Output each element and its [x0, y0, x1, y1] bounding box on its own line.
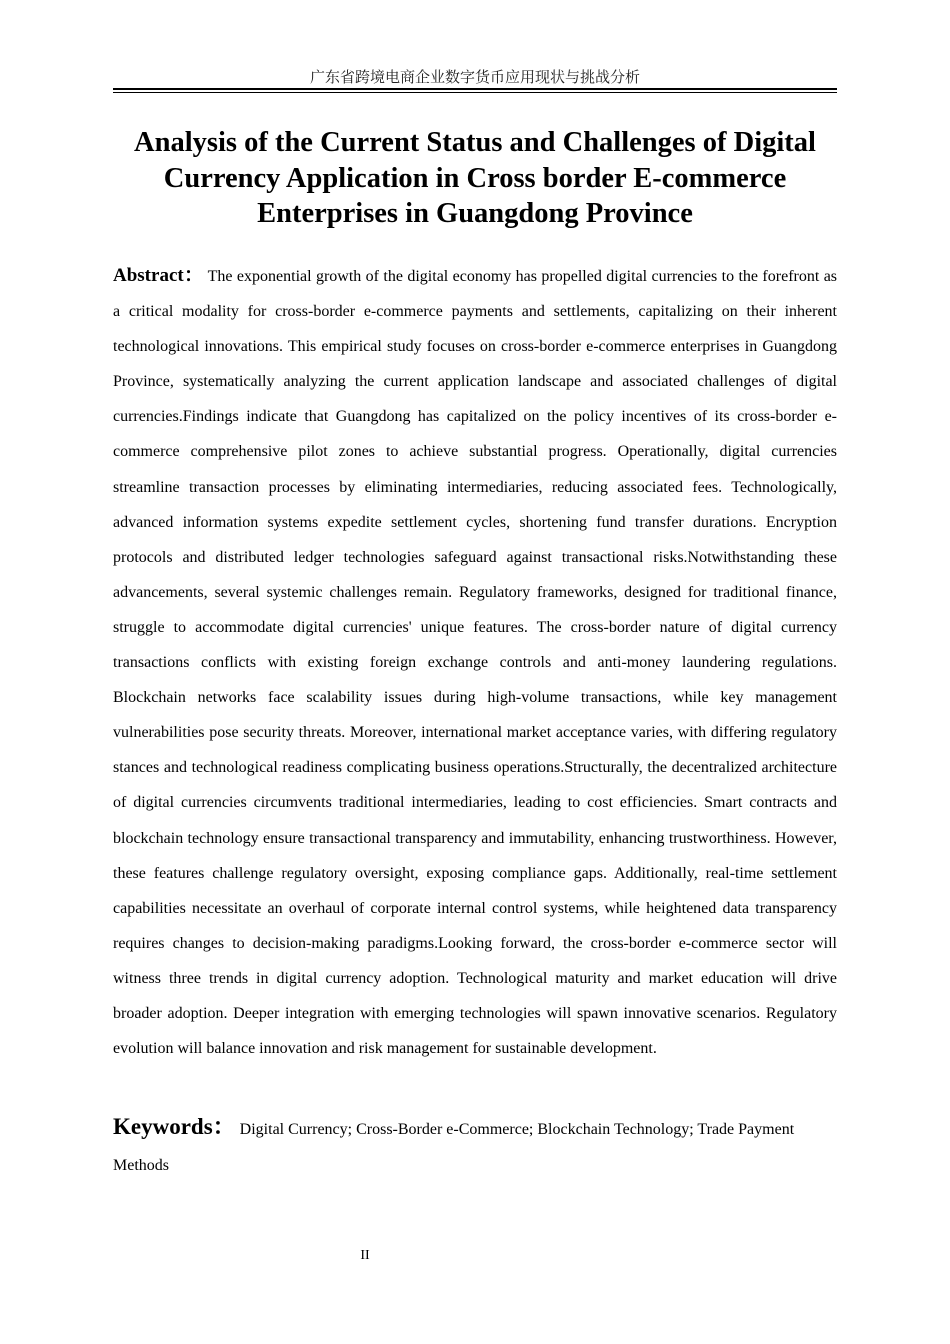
keywords-text: Digital Currency; Cross-Border e-Commerce; Blockchain Technology; Trade Payment Methods [113, 1121, 795, 1174]
keywords-paragraph [113, 1109, 837, 1184]
page-number: II [360, 1248, 370, 1263]
header-rule-thick [113, 88, 837, 90]
abstract-paragraph [113, 258, 837, 1066]
keywords-label: Keywords： [113, 1114, 236, 1139]
abstract-label: Abstract： [113, 265, 204, 286]
header-rule-thin [113, 92, 837, 93]
paper-title: Analysis of the Current Status and Challenges of Digital Currency Application in Cross border E-commerce Enterprises in Guangdong Province [134, 127, 816, 229]
abstract-text: The exponential growth of the digital economy has propelled digital currencies to the forefront as a critical modality for cross-border e-commerce payments and settlements, capitalizing on their inherent technological innovations. This empirical study focuses on cross-border e-commerce enterprises in Guangdong Province, systematically analyzing the current application landscape and associated challenges of digital currencies.Findings indicate that Guangdong has capitalized on the policy incentives of its cross-border e-commerce comprehensive pilot zones to achieve substantial progress. Operationally, digital currencies streamline transaction processes by eliminating intermediaries, reducing associated fees. Technologically, advanced information systems expedite settlement cycles, shortening fund transfer durations. Encryption protocols and distributed ledger technologies safeguard against transactional risks.Notwithstanding these advancements, several systemic challenges remain. Regulatory frameworks, designed for traditional finance, struggle to accommodate digital currencies' unique features. The cross-border nature of digital currency transactions conflicts with existing foreign exchange controls and anti-money laundering regulations. Blockchain networks face scalability issues during high-volume transactions, while key management vulnerabilities pose security threats. Moreover, international market acceptance varies, with differing regulatory stances and technological readiness complicating business operations.Structurally, the decentralized architecture of digital currencies circumvents traditional intermediaries, leading to cost efficiencies. Smart contracts and blockchain technology ensure transactional transparency and immutability, enhancing trustworthiness. However, these features challenge regulatory oversight, exposing compliance gaps. Additionally, real-time settlement capabilities necessitate an overhaul of corporate internal control systems, while heightened data transparency requires changes to decision-making paradigms.Looking forward, the cross-border e-commerce sector will witness three trends in digital currency adoption. Technological maturity and market education will drive broader adoption. Deeper integration with emerging technologies will spawn innovative scenarios. Regulatory evolution will balance innovation and risk management for sustainable development. [113, 268, 838, 1058]
running-header: 广东省跨境电商企业数字货币应用现状与挑战分析 [309, 68, 640, 86]
